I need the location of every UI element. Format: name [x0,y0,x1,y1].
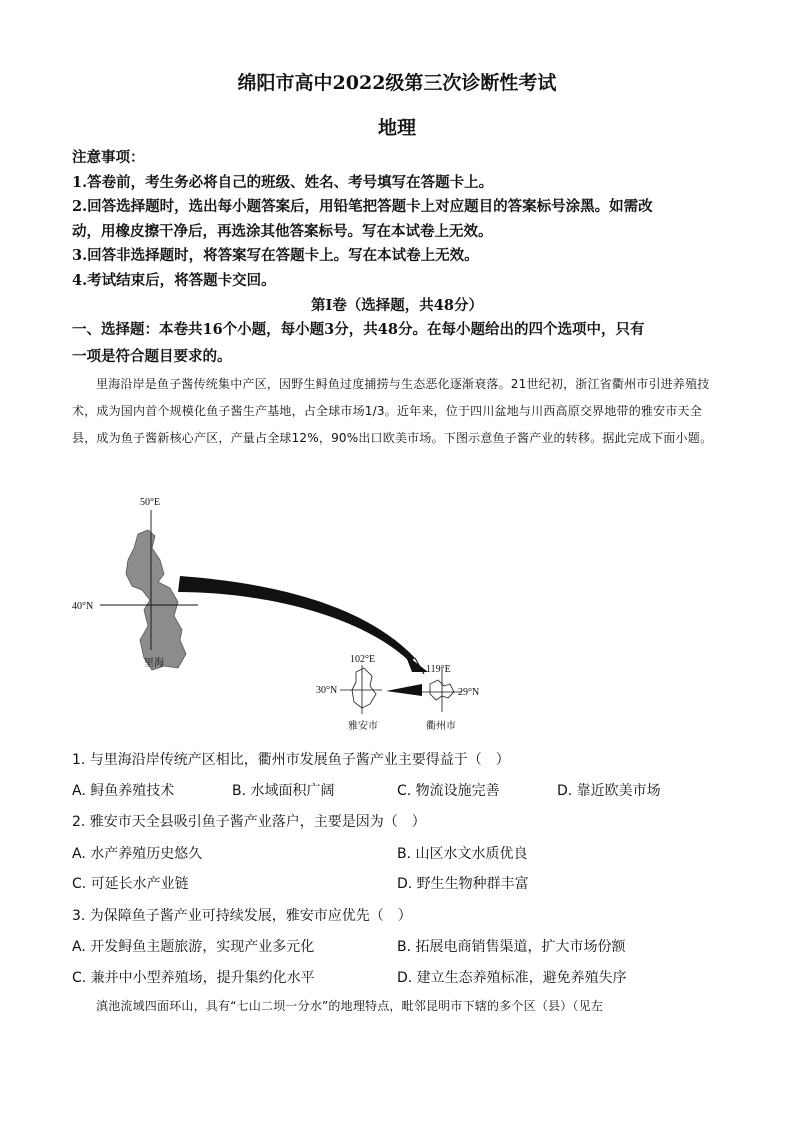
notice-item: 3.回答非选择题时，将答案写在答题卡上。写在本试卷上无效。 [72,247,479,264]
subject-title: 地理 [377,117,416,139]
question-1-option-b[interactable]: B. 水域面积广阔 [232,783,335,799]
transfer-arrow-caspian-quzhou [178,576,415,662]
question-2-stem: 2. 雅安市天全县吸引鱼子酱产业落户，主要是因为（ ） [72,814,426,830]
caspian-lat-label: 40°N [72,601,94,612]
question-1-option-d[interactable]: D. 靠近欧美市场 [557,783,661,799]
part-instructions [72,316,727,370]
question-1-option-c[interactable]: C. 物流设施完善 [397,783,500,799]
yaan-shape [352,668,376,708]
quzhou-lat-label: 29°N [458,687,480,698]
part-line-2: 一项是符合题目要求的。 [72,348,232,365]
caspian-sea-shape [126,530,186,670]
caspian-lon-label: 50°E [140,497,161,508]
notice-item: 1.答卷前，考生务必将自己的班级、姓名、考号填写在答题卡上。 [72,173,494,191]
question-2-option-d[interactable]: D. 野生生物种群丰富 [397,876,529,892]
passage-caviar: 里海沿岸是鱼子酱传统集中产区，因野生鲟鱼过度捕捞与生态恶化逐渐衰落。21世纪初，浙江省衢州市引进养殖技术，成为国内首个规模化鱼子酱生产基地，占全球市场1/3。近年来，位于四川盆地与川西高原交界地带的雅安市天全县，成为鱼子酱新核心产区，产量占全球12%，90%出口欧美市场。下图示意鱼子酱产业的转移。据此完成下面小题。 [72,377,713,445]
passage-dianchi: 滇池流域四面环山，具有“七山二坝一分水”的地理特点，毗邻昆明市下辖的多个区（县）（见左 [96,999,604,1013]
arrow-head-quzhou [405,654,428,672]
transfer-arrow-quzhou-yaan [386,684,422,696]
question-3-option-c[interactable]: C. 兼并中小型养殖场，提升集约化水平 [72,970,315,986]
notice-block [72,146,727,293]
question-3-option-d[interactable]: D. 建立生态养殖标准，避免养殖失序 [397,970,627,986]
caviar-transfer-map [60,490,500,740]
quzhou-label: 衢州市 [426,721,456,732]
question-3-stem: 3. 为保障鱼子酱产业可持续发展，雅安市应优先（ ） [72,908,412,924]
exam-title: 绵阳市高中2022级第三次诊断性考试 [237,72,557,94]
question-2-option-b[interactable]: B. 山区水文水质优良 [397,846,528,862]
question-1-option-a[interactable]: A. 鲟鱼养殖技术 [72,783,175,799]
section-title: 第Ⅰ卷（选择题，共48分） [311,297,483,314]
notice-item: 2.回答选择题时，选出每小题答案后，用铅笔把答题卡上对应题目的答案标号涂黑。如需改 [72,198,653,215]
question-2-option-a[interactable]: A. 水产养殖历史悠久 [72,846,203,862]
question-2-option-c[interactable]: C. 可延长水产业链 [72,876,189,892]
part-line-1: 一、选择题：本卷共16个小题，每小题3分，共48分。在每小题给出的四个选项中，只有 [72,321,645,338]
yaan-label: 雅安市 [348,721,378,732]
notice-heading: 注意事项： [72,149,145,166]
question-3-option-a[interactable]: A. 开发鲟鱼主题旅游，实现产业多元化 [72,939,315,955]
notice-item: 4.考试结束后，将答题卡交回。 [72,271,276,289]
question-1-stem: 1. 与里海沿岸传统产区相比，衢州市发展鱼子酱产业主要得益于（ ） [72,752,510,768]
yaan-lon-label: 102°E [350,654,376,665]
quzhou-lon-label: 119°E [426,664,451,675]
caspian-label: 里海 [144,658,164,669]
notice-item: 动，用橡皮擦干净后，再选涂其他答案标号。写在本试卷上无效。 [72,222,493,240]
question-3-option-b[interactable]: B. 拓展电商销售渠道，扩大市场份额 [397,939,626,955]
yaan-lat-label: 30°N [316,685,338,696]
